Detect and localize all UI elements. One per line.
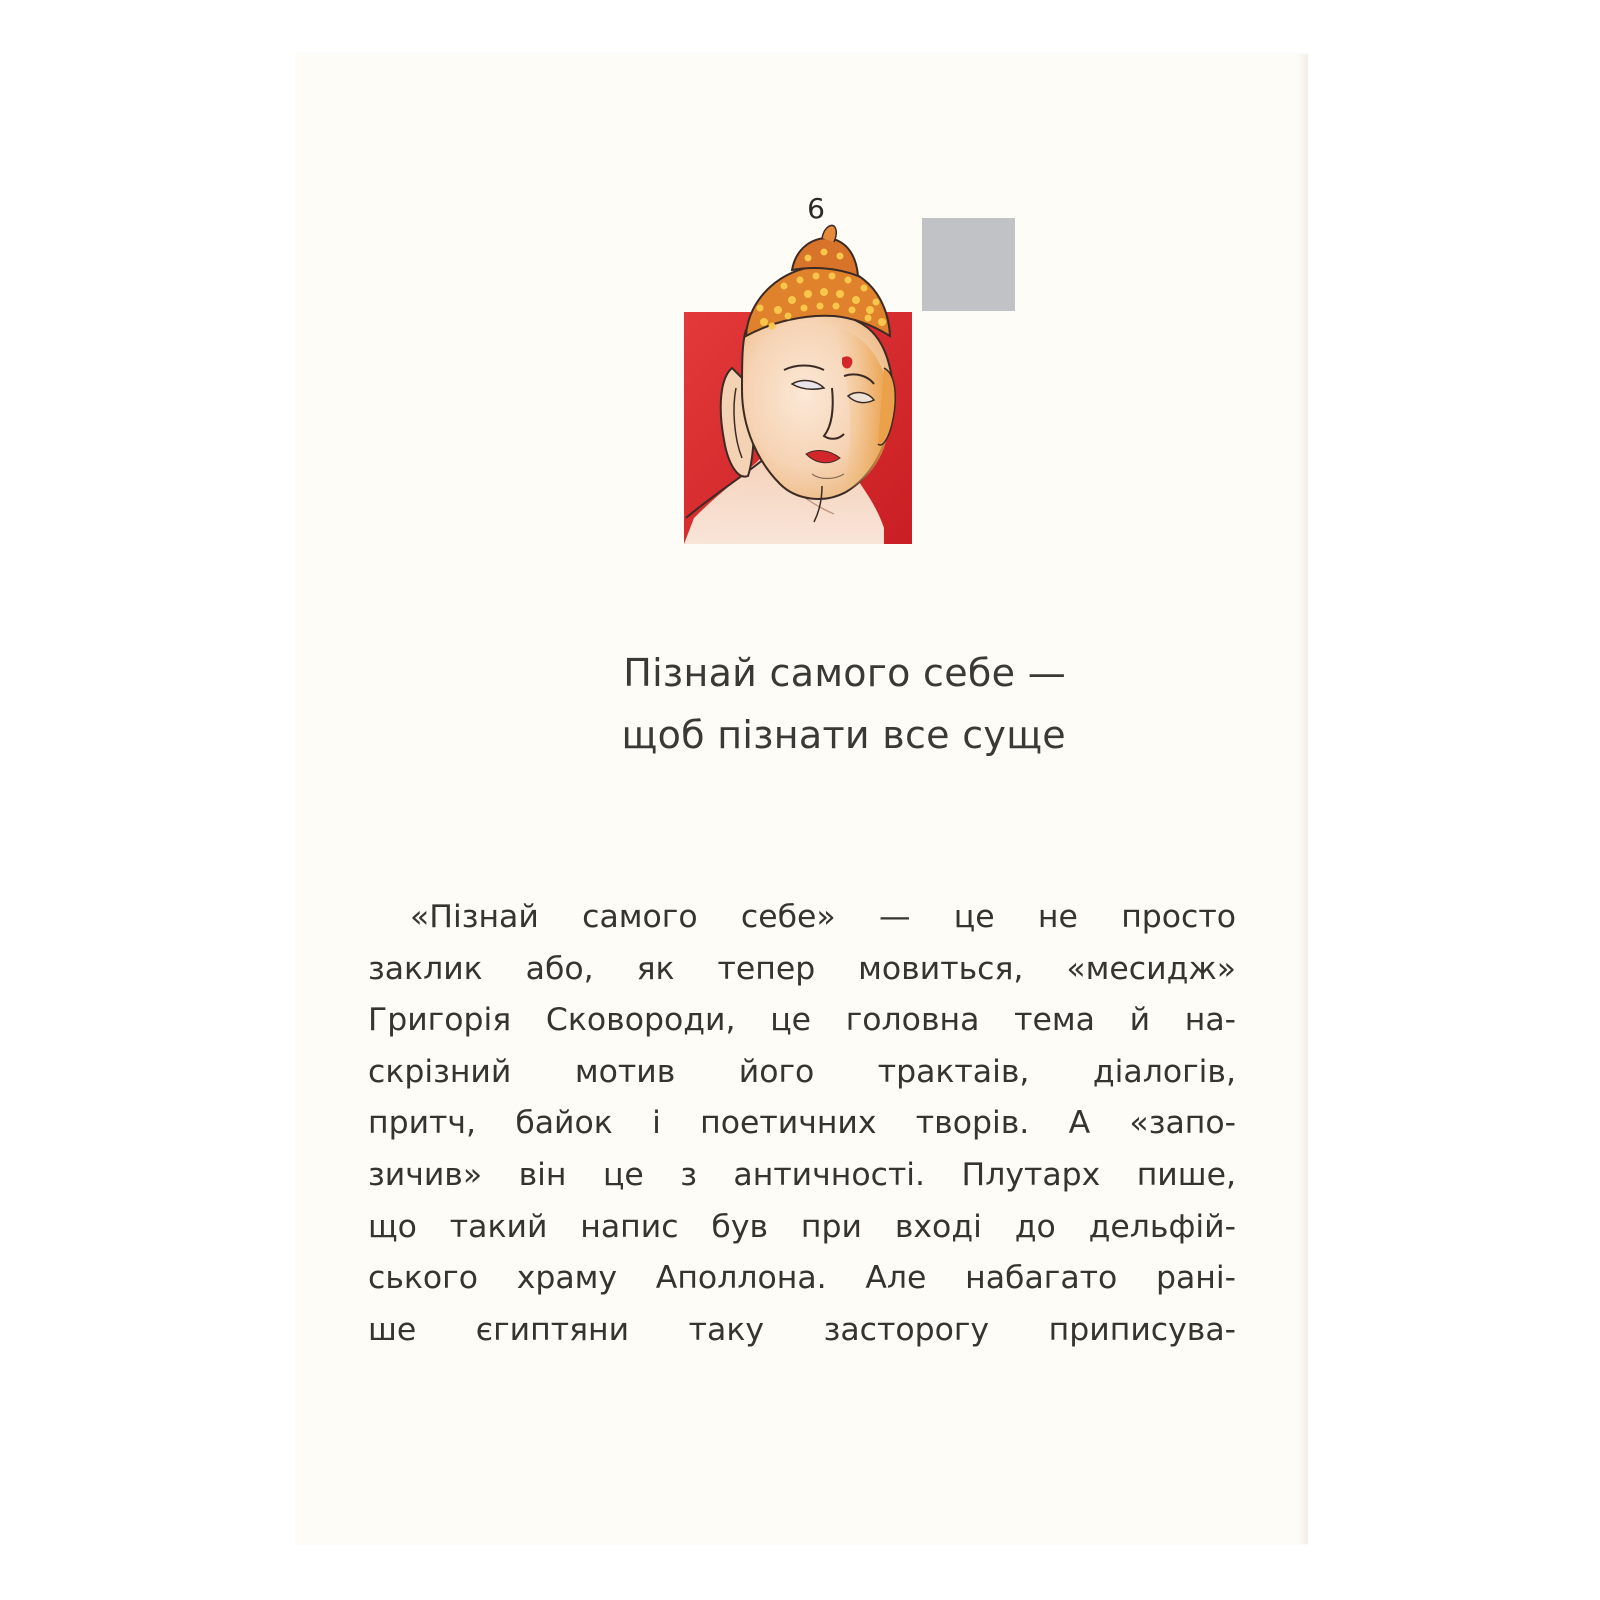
page-edge-shadow bbox=[1298, 54, 1308, 1544]
chapter-heading bbox=[446, 642, 1066, 766]
grey-square bbox=[922, 218, 1015, 311]
body-line: що такий напис був при вході до дельфій- bbox=[368, 1208, 1236, 1245]
body-line: заклик або, як тепер мовиться, «месидж» bbox=[368, 950, 1236, 987]
body-line: ського храму Аполлона. Але набагато рані- bbox=[368, 1260, 1236, 1297]
body-line: скрізний мотив його трактаів, діалогів, bbox=[368, 1053, 1236, 1090]
page-number: 6 bbox=[807, 192, 825, 225]
body-line: притч, байок і поетичних творів. А «запо- bbox=[368, 1105, 1236, 1142]
body-line: Григорія Сковороди, це головна тема й на- bbox=[368, 1002, 1236, 1039]
heading-line-1: Пізнай самого себе — bbox=[623, 651, 1066, 695]
book-page bbox=[296, 54, 1308, 1544]
body-paragraph bbox=[368, 892, 1236, 1356]
buddha-head-illustration bbox=[684, 218, 1020, 548]
body-line: «Пізнай самого себе» — це не просто bbox=[410, 899, 1236, 935]
body-line: зичив» він це з античності. Плутарх пише, bbox=[368, 1156, 1236, 1193]
heading-line-2: щоб пізнати все суще bbox=[621, 713, 1066, 757]
body-line: ше єгиптяни таку засторогу приписува- bbox=[368, 1311, 1236, 1348]
